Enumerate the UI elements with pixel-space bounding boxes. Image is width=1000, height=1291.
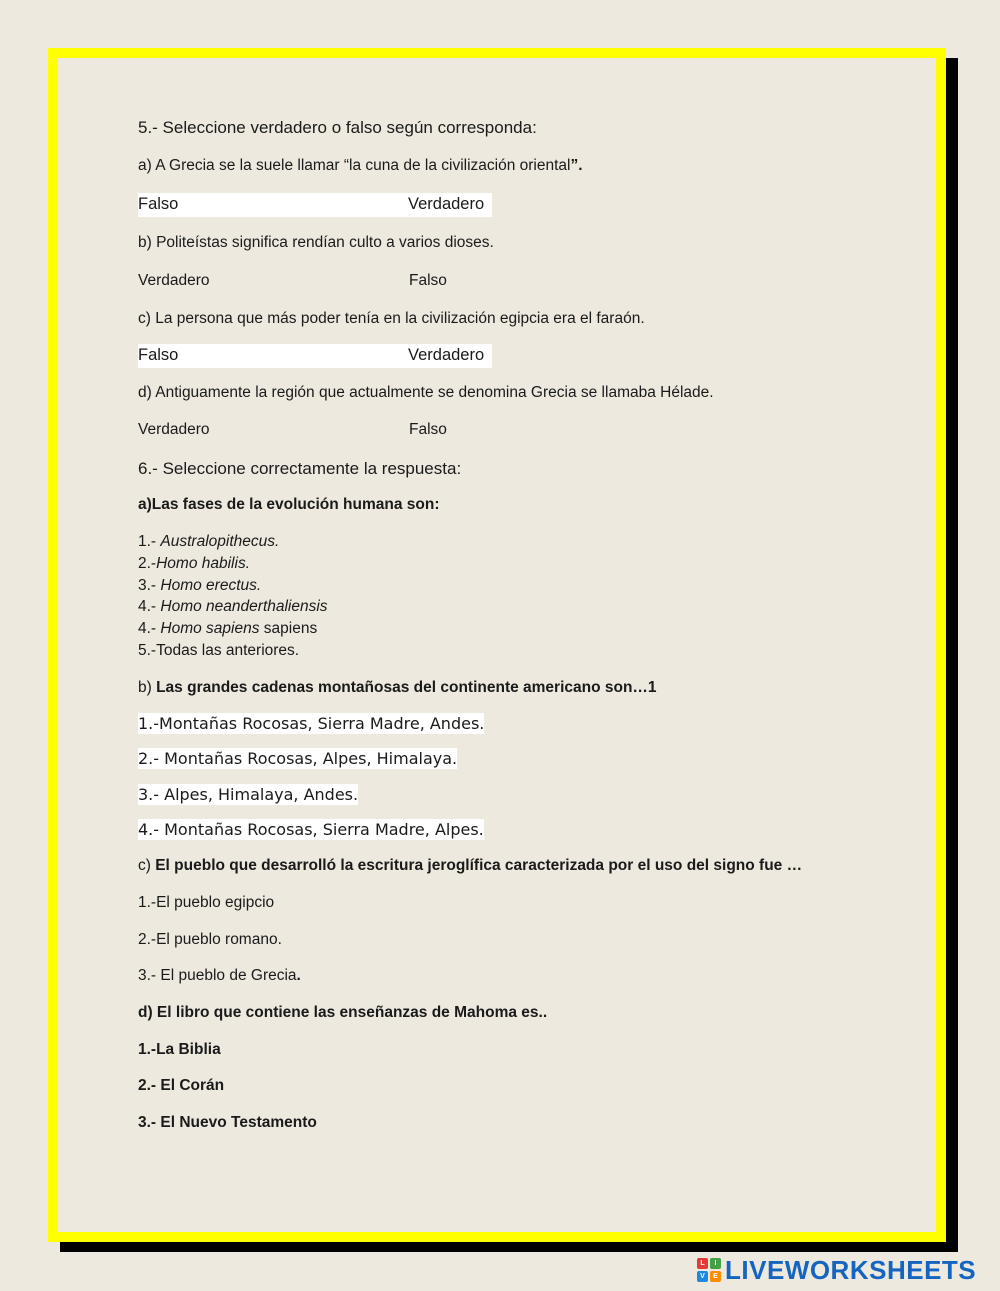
q6d-stem: d) El libro que contiene las enseñanzas de Mahoma es.. xyxy=(138,1004,548,1021)
q6a-stem: a)Las fases de la evolución humana son: xyxy=(138,496,440,513)
q5d-stem: d) Antiguamente la región que actualmente se denomina Grecia se llamaba Hélade. xyxy=(138,384,714,401)
q6a-option-5[interactable]: 4.- Homo sapiens sapiens xyxy=(138,620,318,637)
q6b-option-4[interactable]: 4.- Montañas Rocosas, Sierra Madre, Alpes. xyxy=(138,820,484,839)
q6c-option-1[interactable]: 1.-El pueblo egipcio xyxy=(138,894,275,911)
q5a-stem: a) A Grecia se la suele llamar “la cuna de la civilización oriental”. xyxy=(138,157,583,174)
q5d-option-falso[interactable]: Falso xyxy=(409,421,447,438)
q5b-option-falso[interactable]: Falso xyxy=(409,272,447,289)
q5d-option-verdadero[interactable]: Verdadero xyxy=(138,421,210,438)
q5-title: 5.- Seleccione verdadero o falso según corresponda: xyxy=(138,118,537,137)
logo-mark-icon: L I V E xyxy=(697,1258,721,1282)
q6d-option-3[interactable]: 3.- El Nuevo Testamento xyxy=(138,1114,317,1131)
q5c-option-verdadero[interactable]: Verdadero xyxy=(408,346,485,364)
q5b-stem: b) Politeístas significa rendían culto a varios dioses. xyxy=(138,234,494,251)
q5a-option-verdadero[interactable]: Verdadero xyxy=(408,195,485,213)
q6c-option-3[interactable]: 3.- El pueblo de Grecia. xyxy=(138,967,301,984)
q5a-option-falso[interactable]: Falso xyxy=(138,195,179,213)
q6a-option-4[interactable]: 4.- Homo neanderthaliensis xyxy=(138,598,328,615)
q6b-option-1[interactable]: 1.-Montañas Rocosas, Sierra Madre, Andes. xyxy=(138,714,485,733)
q6c-stem: c) El pueblo que desarrolló la escritura jeroglífica caracterizada por el uso del signo fue … xyxy=(138,857,803,874)
q6b-option-3[interactable]: 3.- Alpes, Himalaya, Andes. xyxy=(138,785,359,804)
q5c-options xyxy=(138,344,492,368)
q6c-option-2[interactable]: 2.-El pueblo romano. xyxy=(138,931,282,948)
q5c-stem: c) La persona que más poder tenía en la civilización egipcia era el faraón. xyxy=(138,310,645,327)
q6a-option-6[interactable]: 5.-Todas las anteriores. xyxy=(138,642,300,659)
q6d-option-2[interactable]: 2.- El Corán xyxy=(138,1077,225,1094)
q6b-option-2[interactable]: 2.- Montañas Rocosas, Alpes, Himalaya. xyxy=(138,749,458,768)
q6d-option-1[interactable]: 1.-La Biblia xyxy=(138,1041,221,1058)
logo-text: LIVEWORKSHEETS xyxy=(725,1254,977,1285)
q6a-option-1[interactable]: 1.- Australopithecus. xyxy=(138,533,280,550)
q6a-option-2[interactable]: 2.-Homo habilis. xyxy=(138,555,250,572)
q5b-option-verdadero[interactable]: Verdadero xyxy=(138,272,210,289)
liveworksheets-logo xyxy=(697,1255,976,1285)
q6-title: 6.- Seleccione correctamente la respuesta: xyxy=(138,459,462,478)
q6a-option-3[interactable]: 3.- Homo erectus. xyxy=(138,577,262,594)
q6b-stem: b) Las grandes cadenas montañosas del continente americano son…1 xyxy=(138,679,657,696)
q5a-options xyxy=(138,193,492,217)
q5c-option-falso[interactable]: Falso xyxy=(138,346,179,364)
